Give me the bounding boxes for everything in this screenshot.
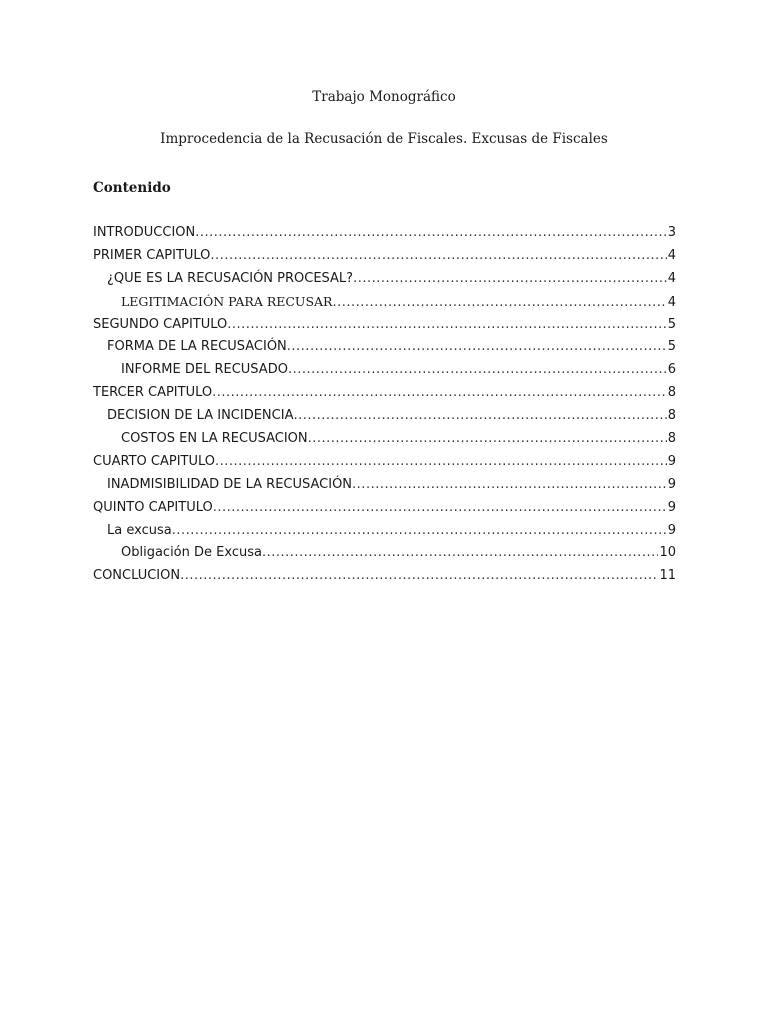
toc-leader-dots — [227, 314, 666, 337]
toc-entry-page-number: 9 — [667, 453, 676, 469]
toc-entry-informe-del-recusado[interactable] — [93, 359, 676, 382]
toc-entry-cuarto-capitulo[interactable] — [93, 451, 676, 474]
toc-leader-dots — [288, 359, 667, 382]
toc-entry-label: FORMA DE LA RECUSACIÓN — [107, 339, 287, 355]
toc-leader-dots — [195, 222, 666, 245]
toc-entry-page-number: 9 — [667, 499, 676, 515]
toc-leader-dots — [352, 474, 667, 497]
toc-entry-costos-en-la-recusacion[interactable] — [93, 428, 676, 451]
toc-entry-page-number: 8 — [667, 408, 676, 424]
toc-leader-dots — [213, 497, 667, 520]
toc-leader-dots — [308, 428, 667, 451]
toc-leader-dots — [180, 565, 658, 588]
toc-heading: Contenido — [93, 180, 171, 196]
toc-entry-label: COSTOS EN LA RECUSACION — [121, 431, 308, 447]
toc-entry-label: INTRODUCCION — [93, 225, 196, 240]
toc-leader-dots — [172, 520, 667, 543]
toc-entry-page-number: 4 — [667, 270, 676, 286]
toc-entry-inadmisibilidad[interactable] — [93, 474, 676, 497]
toc-leader-dots — [287, 336, 667, 359]
toc-entry-page-number: 6 — [667, 362, 676, 378]
toc-entry-page-number: 8 — [667, 431, 676, 447]
toc-entry-label: Obligación De Excusa — [121, 545, 262, 561]
toc-entry-page-number: 4 — [667, 294, 676, 310]
toc-entry-que-es-la-recusacion[interactable] — [93, 268, 676, 291]
toc-entry-page-number: 5 — [667, 316, 676, 332]
toc-entry-page-number: 3 — [667, 225, 676, 240]
toc-entry-page-number: 4 — [667, 247, 676, 263]
toc-entry-page-number: 9 — [667, 522, 676, 538]
toc-leader-dots — [262, 542, 658, 565]
toc-entry-label: QUINTO CAPITULO — [93, 499, 213, 515]
toc-entry-forma-de-la-recusacion[interactable] — [93, 336, 676, 359]
toc-entry-page-number: 5 — [667, 339, 676, 355]
toc-entry-conclucion[interactable] — [93, 565, 676, 588]
toc-leader-dots — [293, 405, 666, 428]
toc-leader-dots — [353, 268, 667, 291]
toc-entry-obligacion-de-excusa[interactable] — [93, 542, 676, 565]
toc-entry-introduccion[interactable] — [93, 222, 676, 245]
toc-entry-label: CONCLUCION — [93, 568, 181, 584]
toc-entry-label: INFORME DEL RECUSADO — [121, 362, 288, 378]
toc-leader-dots — [212, 382, 667, 405]
toc-entry-label: CUARTO CAPITULO — [93, 453, 215, 469]
toc-entry-page-number: 8 — [667, 385, 676, 401]
toc-entry-quinto-capitulo[interactable] — [93, 497, 676, 520]
toc-leader-dots — [215, 451, 667, 474]
toc-entry-label: DECISION DE LA INCIDENCIA — [107, 408, 294, 424]
toc-entry-label: ¿QUE ES LA RECUSACIÓN PROCESAL? — [107, 270, 354, 286]
toc-entry-page-number: 9 — [667, 476, 676, 492]
toc-entry-label: PRIMER CAPITULO — [93, 247, 211, 263]
toc-entry-decision-de-la-incidencia[interactable] — [93, 405, 676, 428]
document-title: Trabajo Monográfico — [312, 89, 456, 105]
toc-entry-label: INADMISIBILIDAD DE LA RECUSACIÓN — [107, 476, 353, 492]
toc-entry-label: LEGITIMACIÓN PARA RECUSAR — [121, 293, 333, 309]
toc-entry-primer-capitulo[interactable] — [93, 245, 676, 268]
toc-entry-legitimacion[interactable] — [93, 291, 676, 314]
toc-leader-dots — [210, 245, 666, 268]
table-of-contents — [93, 222, 676, 588]
toc-entry-page-number: 10 — [659, 545, 676, 561]
document-subtitle: Improcedencia de la Recusación de Fiscales. Excusas de Fiscales — [160, 131, 608, 147]
toc-entry-label: SEGUNDO CAPITULO — [93, 316, 228, 332]
toc-entry-page-number: 11 — [659, 568, 676, 584]
toc-entry-label: TERCER CAPITULO — [93, 385, 213, 401]
toc-entry-tercer-capitulo[interactable] — [93, 382, 676, 405]
toc-entry-la-excusa[interactable] — [93, 520, 676, 543]
toc-leader-dots — [332, 292, 666, 314]
toc-entry-label: La excusa — [107, 522, 172, 538]
toc-entry-segundo-capitulo[interactable] — [93, 314, 676, 337]
